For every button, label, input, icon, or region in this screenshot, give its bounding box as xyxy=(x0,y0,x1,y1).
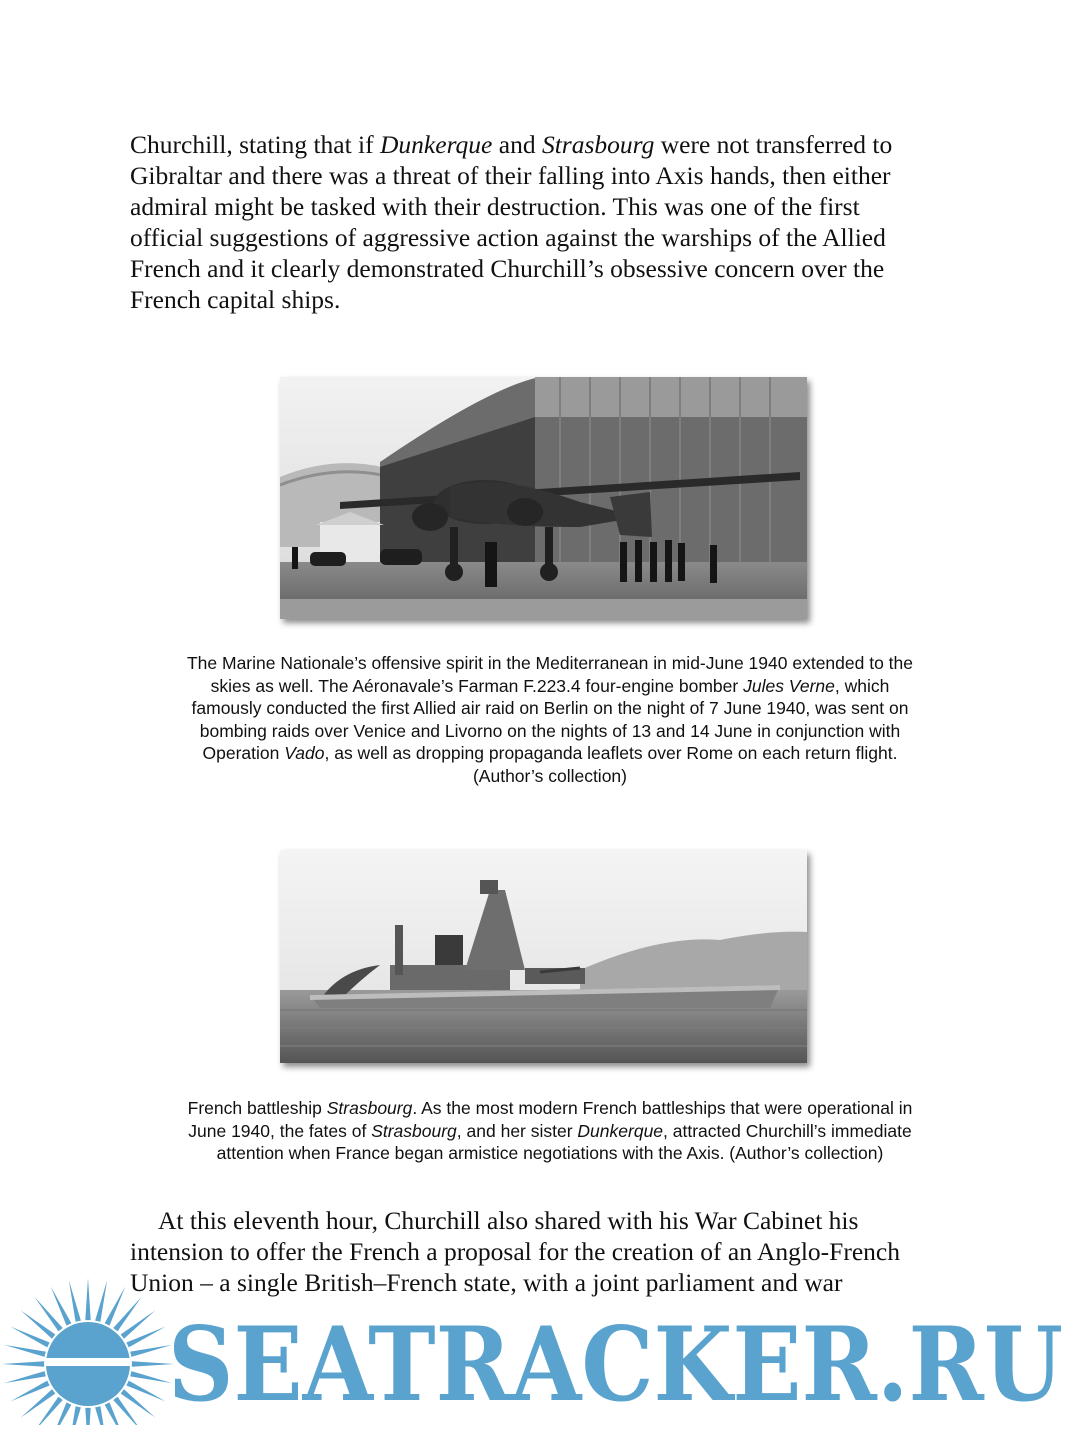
operation-name: Vado xyxy=(284,743,325,763)
paragraph-line: official suggestions of aggressive action against the warships of the Allied xyxy=(130,223,886,252)
body-paragraph-1 xyxy=(130,129,960,315)
photo-caption-1 xyxy=(120,652,980,787)
paragraph-line: admiral might be tasked with their destruction. This was one of the first xyxy=(130,192,860,221)
paragraph-line: Gibraltar and there was a threat of their falling into Axis hands, then either xyxy=(130,161,891,190)
watermark-text: SEATRACKER.RU xyxy=(168,1305,1063,1425)
ship-name: Dunkerque xyxy=(577,1120,664,1141)
caption-line: (Author’s collection) xyxy=(472,765,627,786)
paragraph-line: French and it clearly demonstrated Churchill’s obsessive concern over the xyxy=(130,254,885,283)
battleship-photo-image xyxy=(280,850,807,1063)
ship-name: Strasbourg xyxy=(371,1120,457,1141)
caption-line: The Marine Nationale’s offensive spirit in the Mediterranean in mid-June 1940 extended to the xyxy=(186,653,914,673)
paragraph-line: Churchill, stating that if Dunkerque and Strasbourg were not transferred to xyxy=(130,130,893,159)
caption-line: famously conducted the first Allied air raid on Berlin on the night of 7 June 1940, was sent on xyxy=(191,698,909,718)
caption-line: French battleship Strasbourg. As the most modern French battleships that were operational in xyxy=(187,1098,913,1118)
seatracker-watermark xyxy=(0,1262,1080,1425)
paragraph-line: Union – a single British–French state, with a joint parliament and war xyxy=(130,1268,843,1297)
caption-line: skies as well. The Aéronavale’s Farman F.223.4 four-engine bomber Jules Verne, which xyxy=(210,675,890,696)
bomber-photo xyxy=(280,377,807,619)
caption-line: Operation Vado, as well as dropping propaganda leaflets over Rome on each return flight. xyxy=(202,743,898,763)
sun-icon xyxy=(2,1278,174,1425)
photo-caption-2 xyxy=(120,1097,980,1165)
ship-name: Dunkerque xyxy=(380,130,493,159)
ship-name: Strasbourg xyxy=(541,130,655,159)
paragraph-line: At this eleventh hour, Churchill also shared with his War Cabinet his xyxy=(158,1206,859,1235)
caption-line: June 1940, the fates of Strasbourg, and her sister Dunkerque, attracted Churchill’s immediate xyxy=(188,1120,912,1141)
bomber-photo-image xyxy=(280,377,807,619)
ship-name: Strasbourg xyxy=(326,1098,413,1118)
paragraph-line: French capital ships. xyxy=(130,285,341,314)
caption-line: attention when France began armistice negotiations with the Axis. (Author’s collection) xyxy=(216,1143,884,1163)
paragraph-line: intension to offer the French a proposal for the creation of an Anglo-French xyxy=(130,1237,900,1266)
battleship-photo xyxy=(280,850,807,1063)
caption-line: bombing raids over Venice and Livorno on the nights of 13 and 14 June in conjunction with xyxy=(199,720,901,741)
aircraft-name: Jules Verne xyxy=(743,675,835,696)
watermark-graphic xyxy=(0,1262,1080,1425)
